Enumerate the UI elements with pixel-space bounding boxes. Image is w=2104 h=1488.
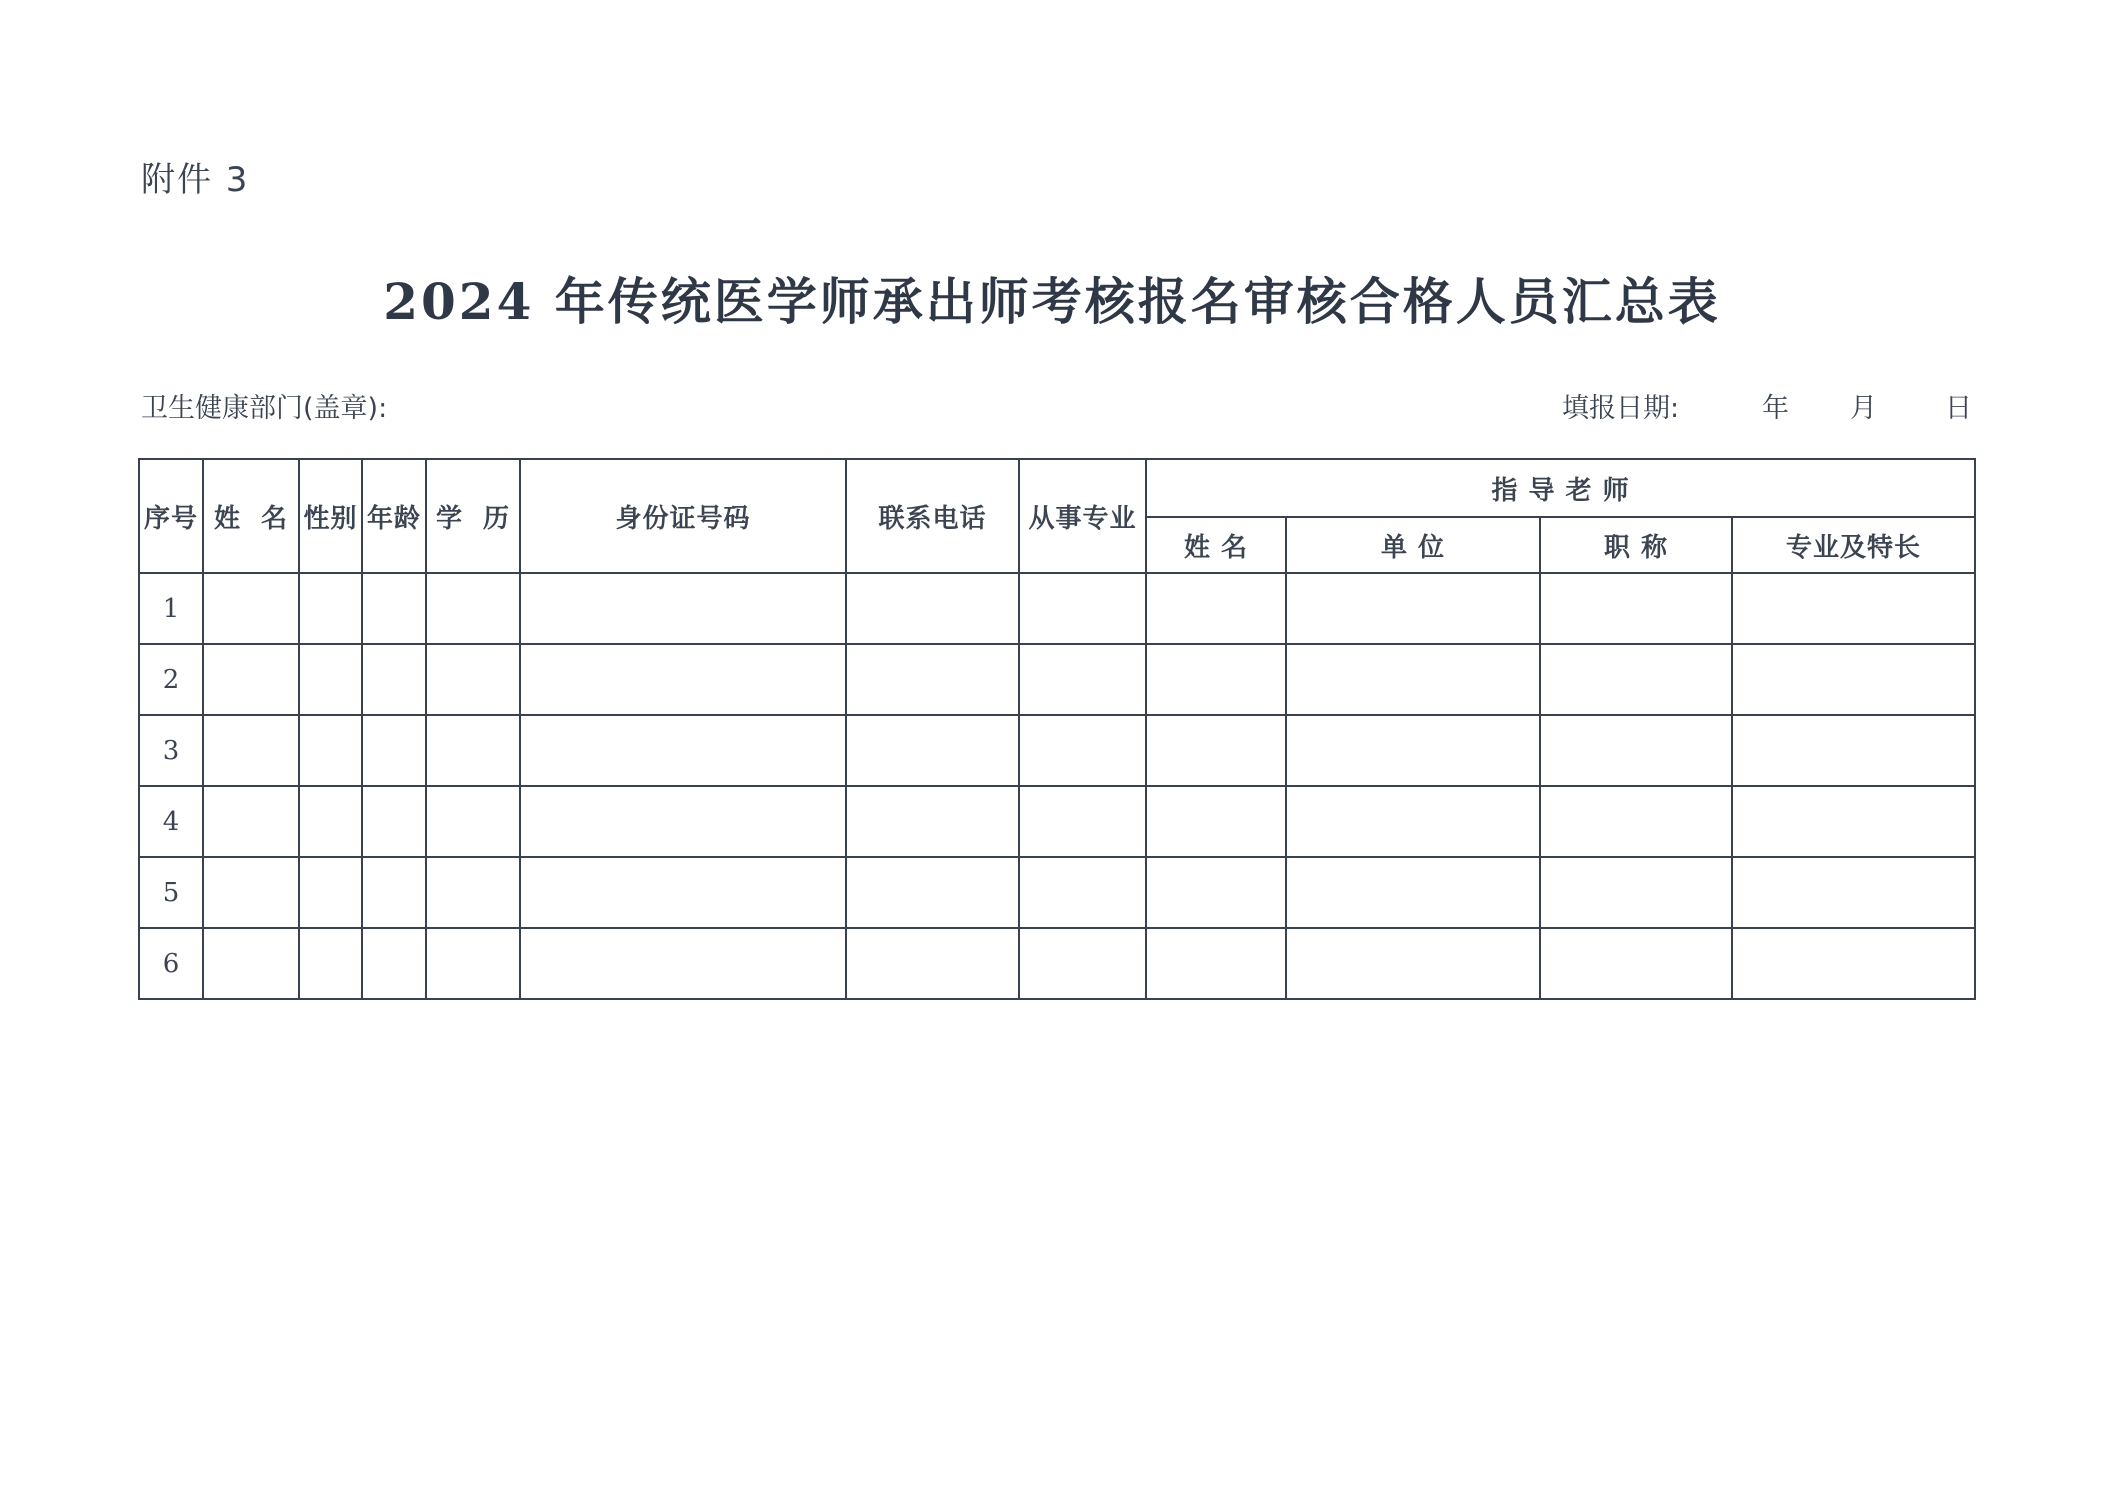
- header-mentor-name: 姓 名: [1146, 517, 1286, 573]
- header-mentor-unit: 单 位: [1286, 517, 1540, 573]
- department-stamp-label: 卫生健康部门(盖章):: [141, 393, 388, 424]
- cell-phone: [846, 715, 1019, 786]
- cell-name: [203, 573, 299, 644]
- cell-mentor-title: [1540, 715, 1732, 786]
- table-header-row: [139, 459, 1975, 517]
- cell-education: [426, 573, 520, 644]
- fill-date-year: 年: [1762, 393, 1789, 424]
- table-row: [139, 573, 1975, 644]
- cell-age: [362, 715, 426, 786]
- cell-age: [362, 928, 426, 999]
- cell-age: [362, 644, 426, 715]
- cell-gender: [299, 715, 362, 786]
- cell-mentor-name: [1146, 928, 1286, 999]
- cell-id-number: [520, 786, 846, 857]
- cell-age: [362, 786, 426, 857]
- cell-specialty: [1019, 715, 1146, 786]
- header-seq: 序号: [139, 459, 203, 573]
- summary-table: [138, 458, 1976, 1000]
- cell-id-number: [520, 644, 846, 715]
- cell-mentor-name: [1146, 857, 1286, 928]
- cell-name: [203, 857, 299, 928]
- cell-id-number: [520, 857, 846, 928]
- fill-date-day: 日: [1945, 393, 1972, 424]
- cell-mentor-name: [1146, 715, 1286, 786]
- cell-name: [203, 786, 299, 857]
- cell-mentor-title: [1540, 644, 1732, 715]
- cell-gender: [299, 644, 362, 715]
- cell-mentor-expertise: [1732, 715, 1975, 786]
- cell-mentor-unit: [1286, 857, 1540, 928]
- header-specialty: 从事专业: [1019, 459, 1146, 573]
- cell-phone: [846, 928, 1019, 999]
- cell-phone: [846, 857, 1019, 928]
- cell-education: [426, 715, 520, 786]
- cell-mentor-name: [1146, 573, 1286, 644]
- cell-phone: [846, 573, 1019, 644]
- cell-education: [426, 857, 520, 928]
- table-row: [139, 786, 1975, 857]
- cell-id-number: [520, 715, 846, 786]
- header-mentor-group: 指 导 老 师: [1146, 459, 1975, 517]
- cell-mentor-title: [1540, 928, 1732, 999]
- cell-mentor-name: [1146, 786, 1286, 857]
- cell-gender: [299, 786, 362, 857]
- cell-mentor-unit: [1286, 928, 1540, 999]
- cell-gender: [299, 857, 362, 928]
- cell-mentor-title: [1540, 857, 1732, 928]
- cell-phone: [846, 644, 1019, 715]
- fill-date-month: 月: [1850, 393, 1877, 424]
- cell-specialty: [1019, 857, 1146, 928]
- cell-age: [362, 857, 426, 928]
- header-mentor-expertise: 专业及特长: [1732, 517, 1975, 573]
- cell-gender: [299, 573, 362, 644]
- cell-specialty: [1019, 644, 1146, 715]
- cell-education: [426, 928, 520, 999]
- cell-mentor-unit: [1286, 715, 1540, 786]
- cell-mentor-title: [1540, 786, 1732, 857]
- cell-specialty: [1019, 928, 1146, 999]
- row-seq: 3: [139, 715, 203, 786]
- cell-education: [426, 644, 520, 715]
- row-seq: 6: [139, 928, 203, 999]
- cell-specialty: [1019, 573, 1146, 644]
- header-age: 年龄: [362, 459, 426, 573]
- row-seq: 4: [139, 786, 203, 857]
- cell-specialty: [1019, 786, 1146, 857]
- table-row: [139, 644, 1975, 715]
- cell-id-number: [520, 928, 846, 999]
- cell-mentor-name: [1146, 644, 1286, 715]
- header-mentor-title: 职 称: [1540, 517, 1732, 573]
- cell-name: [203, 644, 299, 715]
- cell-name: [203, 928, 299, 999]
- row-seq: 5: [139, 857, 203, 928]
- cell-mentor-expertise: [1732, 857, 1975, 928]
- table-row: [139, 715, 1975, 786]
- cell-gender: [299, 928, 362, 999]
- document-title: 2024 年传统医学师承出师考核报名审核合格人员汇总表: [383, 272, 1721, 331]
- header-gender: 性别: [299, 459, 362, 573]
- header-phone: 联系电话: [846, 459, 1019, 573]
- cell-mentor-unit: [1286, 786, 1540, 857]
- header-education: 学 历: [426, 459, 520, 573]
- cell-mentor-expertise: [1732, 786, 1975, 857]
- cell-mentor-expertise: [1732, 928, 1975, 999]
- cell-mentor-expertise: [1732, 573, 1975, 644]
- fill-date-label: 填报日期:: [1562, 393, 1680, 424]
- cell-name: [203, 715, 299, 786]
- cell-mentor-unit: [1286, 644, 1540, 715]
- attachment-label: 附件 3: [141, 160, 250, 200]
- cell-phone: [846, 786, 1019, 857]
- cell-id-number: [520, 573, 846, 644]
- row-seq: 1: [139, 573, 203, 644]
- cell-mentor-unit: [1286, 573, 1540, 644]
- header-name: 姓 名: [203, 459, 299, 573]
- row-seq: 2: [139, 644, 203, 715]
- table-row: [139, 857, 1975, 928]
- table-row: [139, 928, 1975, 999]
- cell-age: [362, 573, 426, 644]
- cell-mentor-expertise: [1732, 644, 1975, 715]
- cell-mentor-title: [1540, 573, 1732, 644]
- cell-education: [426, 786, 520, 857]
- header-id-number: 身份证号码: [520, 459, 846, 573]
